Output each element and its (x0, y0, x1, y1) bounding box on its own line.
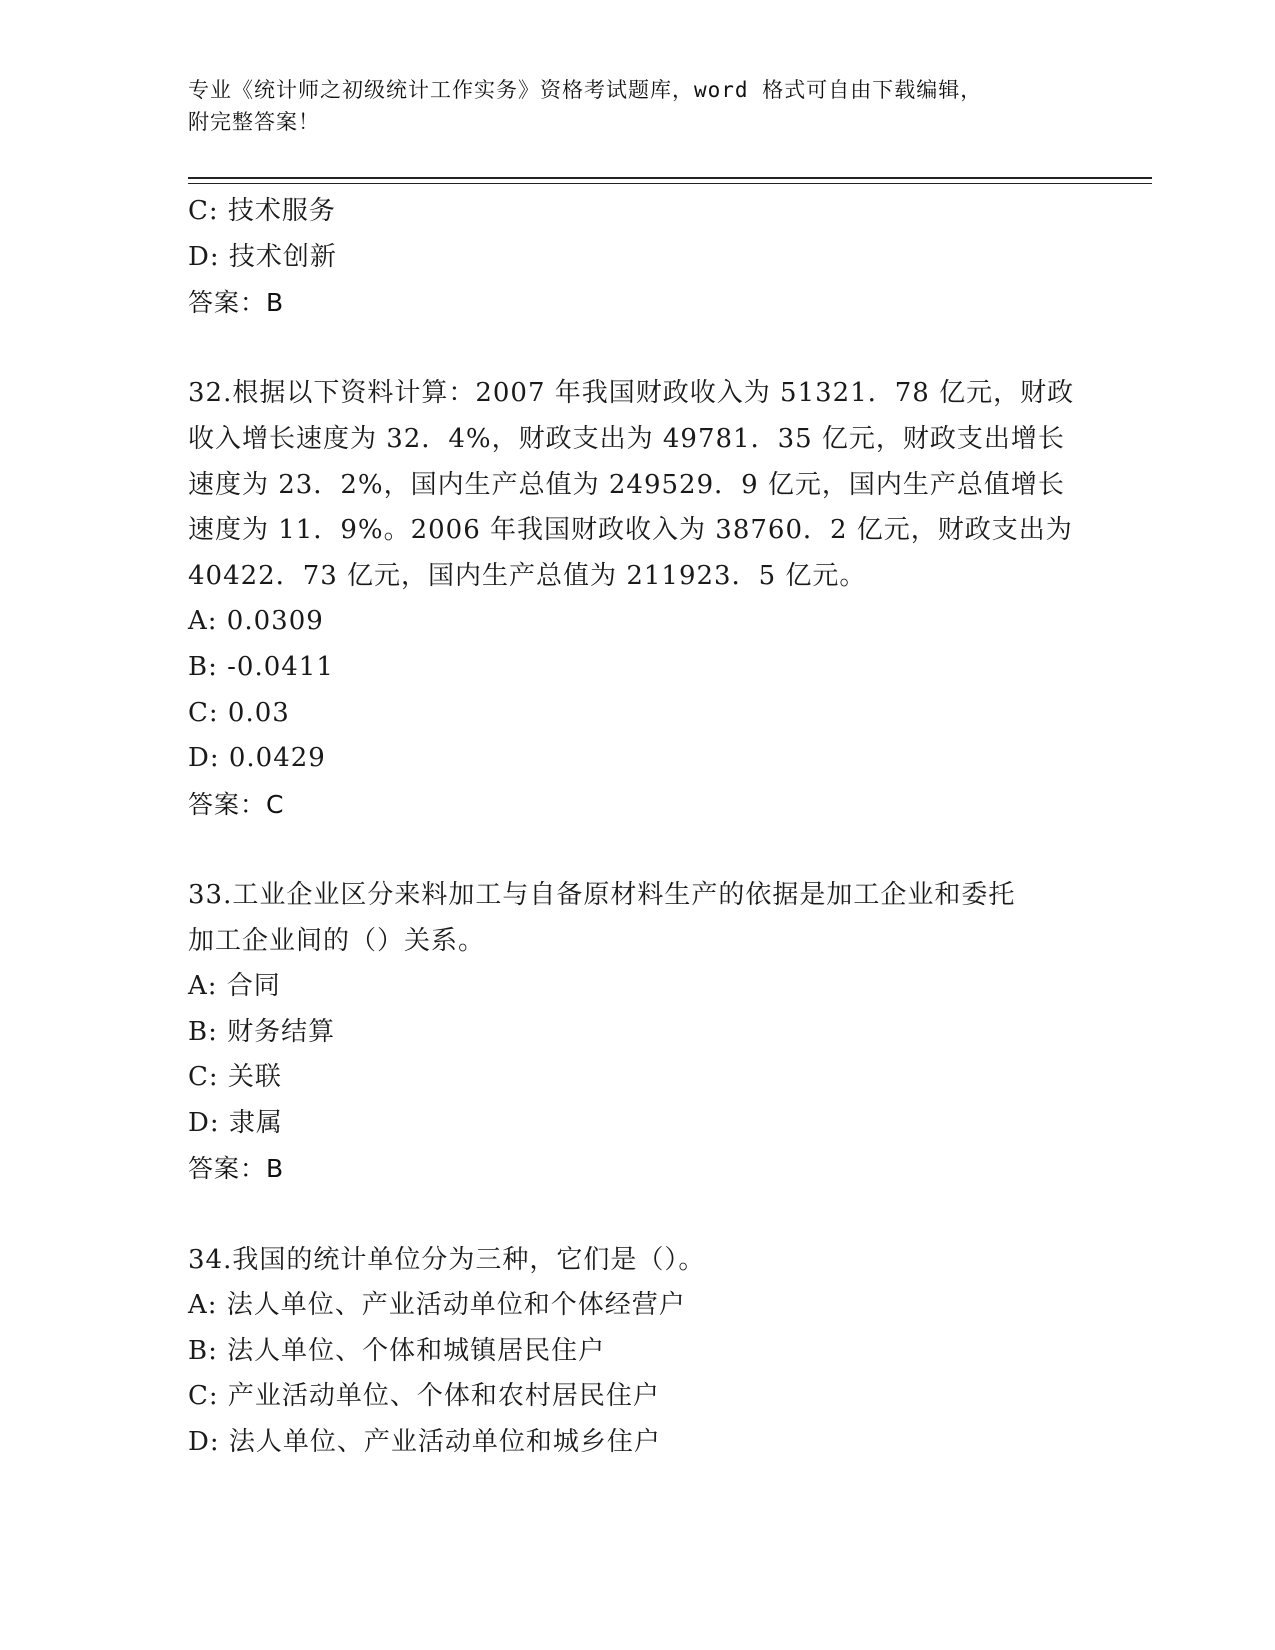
header-rule-thin (188, 183, 1152, 184)
spacer (188, 1192, 1088, 1238)
q32-option-b: B: -0.0411 (188, 651, 334, 682)
question-content (188, 189, 1088, 1466)
question-32-block (188, 371, 1088, 827)
question-31-block (188, 189, 1088, 326)
q33-option-c: C: 关联 (188, 1062, 282, 1093)
q32-answer: 答案：C (188, 789, 285, 819)
q32-option-c: C: 0.03 (188, 697, 290, 728)
q34-option-a: A: 法人单位、产业活动单位和个体经营户 (188, 1290, 686, 1321)
header-rule-thick (188, 177, 1152, 179)
q33-answer: 答案：B (188, 1154, 285, 1184)
q32-stem-line-1: 32.根据以下资料计算：2007 年我国财政收入为 51321．78 亿元，财政 (188, 378, 1075, 409)
q33-option-d: D: 隶属 (188, 1107, 283, 1138)
q32-stem-line-3: 速度为 23．2%，国内生产总值为 249529．9 亿元，国内生产总值增长 (188, 469, 1065, 500)
q31-option-d: D: 技术创新 (188, 241, 337, 272)
q34-stem-line-1: 34.我国的统计单位分为三种，它们是（）。 (188, 1244, 706, 1275)
header-title-line-1: 专业《统计师之初级统计工作实务》资格考试题库，word 格式可自由下载编辑， (188, 78, 983, 102)
page-header (188, 74, 1068, 138)
question-34-block (188, 1238, 1088, 1466)
q31-option-c: C: 技术服务 (188, 196, 336, 226)
q33-option-b: B: 财务结算 (188, 1016, 336, 1047)
spacer (188, 827, 1088, 873)
q31-answer: 答案：B (188, 288, 285, 318)
q32-stem-line-2: 收入增长速度为 32．4%，财政支出为 49781．35 亿元，财政支出增长 (188, 423, 1065, 454)
q32-stem-line-4: 速度为 11．9%。2006 年我国财政收入为 38760．2 亿元，财政支出为 (188, 515, 1073, 546)
q33-stem-line-1: 33.工业企业区分来料加工与自备原材料生产的依据是加工企业和委托 (188, 879, 1016, 910)
question-33-block (188, 873, 1088, 1192)
q32-option-a: A: 0.0309 (188, 606, 324, 637)
q33-stem-line-2: 加工企业间的（）关系。 (188, 925, 486, 956)
q33-option-a: A: 合同 (188, 971, 281, 1002)
q34-option-b: B: 法人单位、个体和城镇居民住户 (188, 1335, 606, 1366)
q34-option-c: C: 产业活动单位、个体和农村居民住户 (188, 1381, 660, 1412)
header-title-line-2: 附完整答案！ (188, 110, 320, 134)
q32-stem-line-5: 40422．73 亿元，国内生产总值为 211923．5 亿元。 (188, 560, 867, 591)
spacer (188, 326, 1088, 372)
q32-option-d: D: 0.0429 (188, 743, 326, 774)
q34-option-d: D: 法人单位、产业活动单位和城乡住户 (188, 1427, 661, 1458)
